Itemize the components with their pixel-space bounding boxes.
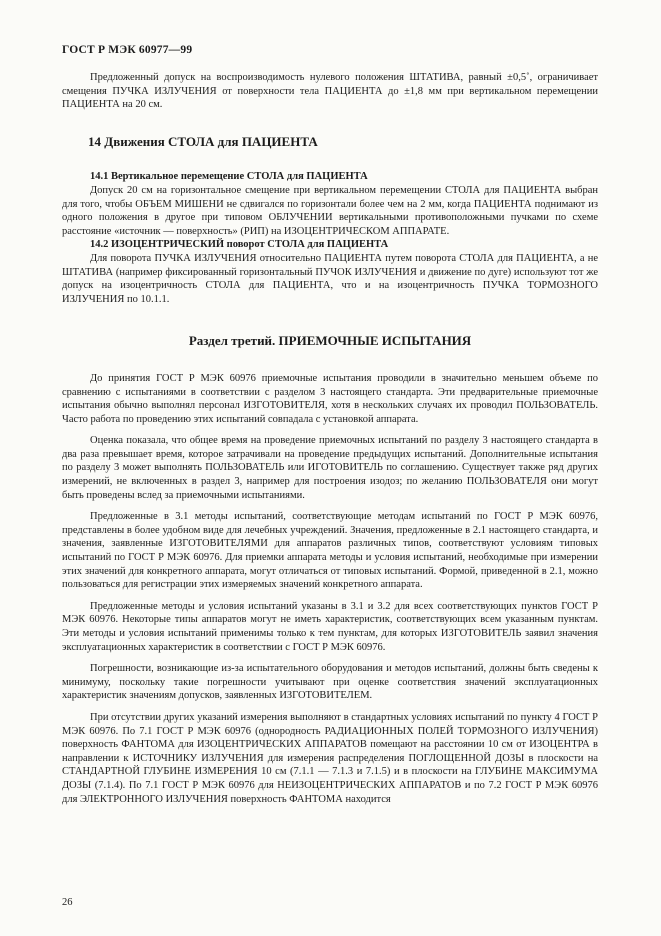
part-3-paragraph: Оценка показала, что общее время на проведение приемочных испытаний по разделу 3 настоящего стандарта в два раза превышает время, которое затрачивали на проведение предыдущих испытаний. Дополнительные испытания по разделу 3 может выполнять ПОЛЬЗОВАТЕЛЬ или ИГОТОВИТЕЛЬ по соглашению. Существует также ряд других измерений, не включенных в раздел 3, например для построения изодоз; по желанию ПОЛЬЗОВАТЕЛЯ они могут быть проведены вслед за приемочными испытаниями. (62, 435, 598, 501)
subsection-14-1-heading: 14.1 Вертикальное перемещение СТОЛА для ПАЦИЕНТА (90, 171, 368, 183)
part-3-paragraph: Предложенные методы и условия испытаний указаны в 3.1 и 3.2 для всех соответствующих пунктов ГОСТ Р МЭК 60976. Некоторые типы аппаратов могут не иметь характеристик, соответствующих всем указанным пунктам. Эти методы и условия испытаний применимы только к тем пунктам, для которых ИЗГОТОВИТЕЛЬ заявил значения эксплуатационных характеристик в соответствии с ГОСТ Р МЭК 60976. (62, 600, 598, 653)
part-3-paragraph: До принятия ГОСТ Р МЭК 60976 приемочные испытания проводили в значительно меньшем объеме по сравнению с испытаниями в соответствии с разделом 3 настоящего стандарта. Эти предварительные приемочные испытания обычно выполнял персонал ИЗГОТОВИТЕЛЯ, хотя в нескольких случаях их проводил ПОЛЬЗОВАТЕЛЬ. Часто работа по проведению этих испытаний совпадала с установкой аппарата. (62, 372, 598, 425)
part-3-paragraph: При отсутствии других указаний измерения выполняют в стандартных условиях испытаний по пункту 4 ГОСТ Р МЭК 60976. По 7.1 ГОСТ Р МЭК 60976 (однородность РАДИАЦИОННЫХ ПОЛЕЙ ТОРМОЗНОГО ИЗЛУЧЕНИЯ) поверхность ФАНТОМА для ИЗОЦЕНТРИЧЕСКИХ АППАРАТОВ помещают на расстоянии 10 см от ИЗОЦЕНТРА в направлении к ИСТОЧНИКУ ИЗЛУЧЕНИЯ для измерения распределения ПОГЛОЩЕННОЙ ДОЗЫ в плоскости на СТАНДАРТНОЙ ГЛУБИНЕ ИЗМЕРЕНИЯ 10 см (7.1.1 — 7.1.3 и 7.1.5) и в плоскости на ГЛУБИНЕ МАКСИМУМА ДОЗЫ (7.1.4). По 7.1 ГОСТ Р МЭК 60976 для НЕИЗОЦЕНТРИЧЕСКИХ АППАРАТОВ и по 7.2 ГОСТ Р МЭК 60976 для ЭЛЕКТРОННОГО ИЗЛУЧЕНИЯ поверхность ФАНТОМА находится (62, 711, 598, 805)
part-3-paragraph: Погрешности, возникающие из-за испытательного оборудования и методов испытаний, должны быть сведены к минимуму, поскольку такие погрешности учитывают при оценке соответствия значений эксплуатационных характеристик значениям допусков, заявленных ИЗГОТОВИТЕЛЕМ. (62, 663, 598, 702)
part-3-paragraph: Предложенные в 3.1 методы испытаний, соответствующие методам испытаний по ГОСТ Р МЭК 60976, представлены в более удобном виде для лечебных учреждений. Значения, предложенные в 2.1 настоящего стандарта, и значения, заявленные ИЗГОТОВИТЕЛЯМИ для аппаратов различных типов, соответствуют условиям типовых испытаний по ГОСТ Р МЭК 60976. Для приемки аппарата методы и условия испытаний, необходимые при измерении этих значений для конкретного аппарата, могут отличаться от типовых испытаний. Формой, приведенной в 2.1, можно пользоваться для регистрации этих измеряемых значений конкретного аппарата. (62, 511, 598, 591)
section-14-heading: 14 Движения СТОЛА для ПАЦИЕНТА (88, 133, 318, 149)
page-number: 26 (62, 897, 73, 908)
subsection-14-2-heading: 14.2 ИЗОЦЕНТРИЧЕСКИЙ поворот СТОЛА для ПАЦИЕНТА (90, 239, 389, 251)
intro-paragraph: Предложенный допуск на воспроизводимость нулевого положения ШТАТИВА, равный ±0,5˚, ограничивает смещения ПУЧКА ИЗЛУЧЕНИЯ от поверхности тела ПАЦИЕНТА до ±1,8 мм при вертикальном перемещении ПАЦИЕНТА на 20 см. (62, 72, 598, 111)
page-body (62, 71, 598, 806)
document-header: ГОСТ Р МЭК 60977—99 (62, 44, 193, 56)
subsection-14-2-text: Для поворота ПУЧКА ИЗЛУЧЕНИЯ относительно ПАЦИЕНТА путем поворота СТОЛА для ПАЦИЕНТА, а не ШТАТИВА (например фиксированный горизонтальный ПУЧОК ИЗЛУЧЕНИЯ и движение по дуге) используют тот же допуск на изоцентричность СТОЛА для ПАЦИЕНТА, что и на изоцентричность ПУЧКА ТОРМОЗНОГО ИЗЛУЧЕНИЯ по 10.1.1. (62, 252, 598, 305)
subsection-14-1-text: Допуск 20 см на горизонтальное смещение при вертикальном перемещении СТОЛА для ПАЦИЕНТА выбран для того, чтобы ОБЪЕМ МИШЕНИ не сдвигался по горизонтали более чем на 2 мм, когда ПАЦИЕНТА поднимают из одного положения в другое при типовом ОБЛУЧЕНИИ вертикальными противоположными пучками по схеме расстояние «источник — поверхность» (РИП) на ИЗОЦЕНТРИЧЕСКОМ АППАРАТЕ. (62, 184, 598, 237)
part-3-heading: Раздел третий. ПРИЕМОЧНЫЕ ИСПЫТАНИЯ (188, 333, 472, 349)
